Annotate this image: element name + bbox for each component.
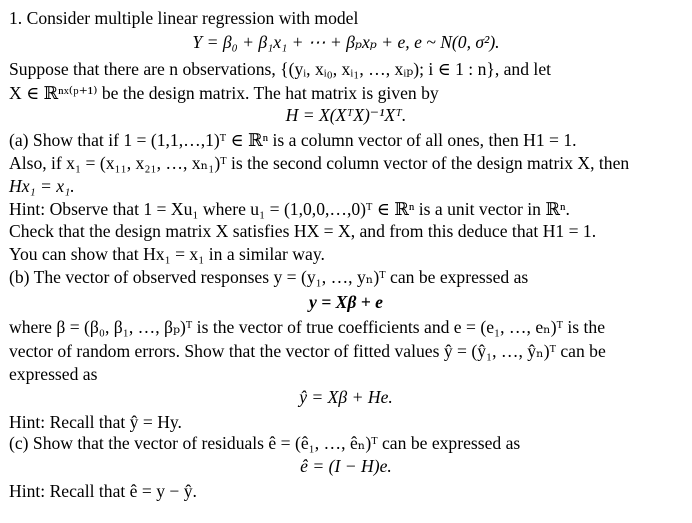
part-b-hint: Hint: Recall that ŷ = Hy. (9, 412, 182, 432)
part-b-expressed-as: expressed as (9, 364, 98, 384)
part-a-check: Check that the design matrix X satisfies HX = X, and from this deduce that H1 = 1. (9, 221, 597, 241)
hat-matrix-equation: H = X(XᵀX)⁻¹Xᵀ. (285, 105, 407, 125)
part-b-fitted-values: vector of random errors. Show that the vector of fitted values ŷ = (ŷ₁, …, ŷₙ)ᵀ can be (9, 341, 606, 361)
part-a-hx1-equation: Hx₁ = x₁. (9, 176, 75, 196)
part-c-hint: Hint: Recall that ê = y − ŷ. (9, 481, 197, 501)
part-b-statement: (b) The vector of observed responses y = (y₁, …, yₙ)ᵀ can be expressed as (9, 267, 529, 287)
response-equation: y = Xβ + e (308, 292, 383, 312)
part-c-statement: (c) Show that the vector of residuals ê = (ê₁, …, êₙ)ᵀ can be expressed as (9, 433, 521, 453)
part-b-coefficients: where β = (β₀, β₁, …, βₚ)ᵀ is the vector of true coefficients and e = (e₁, …, eₙ)ᵀ is the (9, 317, 606, 337)
part-a-hint: Hint: Observe that 1 = Xu₁ where u₁ = (1,0,0,…,0)ᵀ ∈ ℝⁿ is a unit vector in ℝⁿ. (9, 199, 570, 219)
part-a-similar: You can show that Hx₁ = x₁ in a similar way. (9, 244, 325, 264)
part-a-statement: (a) Show that if 1 = (1,1,…,1)ᵀ ∈ ℝⁿ is a column vector of all ones, then H1 = 1. (9, 130, 577, 150)
design-matrix-text: X ∈ ℝⁿˣ⁽ᵖ⁺¹⁾ be the design matrix. The hat matrix is given by (9, 83, 439, 103)
residuals-equation: ê = (I − H)e. (300, 456, 392, 476)
part-a-second-column: Also, if x₁ = (x₁₁, x₂₁, …, xₙ₁)ᵀ is the second column vector of the design matrix X, then (9, 153, 630, 173)
model-equation: Y = β₀ + β₁x₁ + ⋯ + βₚxₚ + e, e ~ N(0, σ²). (192, 32, 500, 52)
observations-text: Suppose that there are n observations, {(yᵢ, xᵢ₀, xᵢ₁, …, xᵢₚ); i ∈ 1 : n}, and let (9, 59, 552, 79)
fitted-values-equation: ŷ = Xβ + He. (299, 387, 393, 407)
problem-heading: 1. Consider multiple linear regression with model (9, 8, 359, 28)
